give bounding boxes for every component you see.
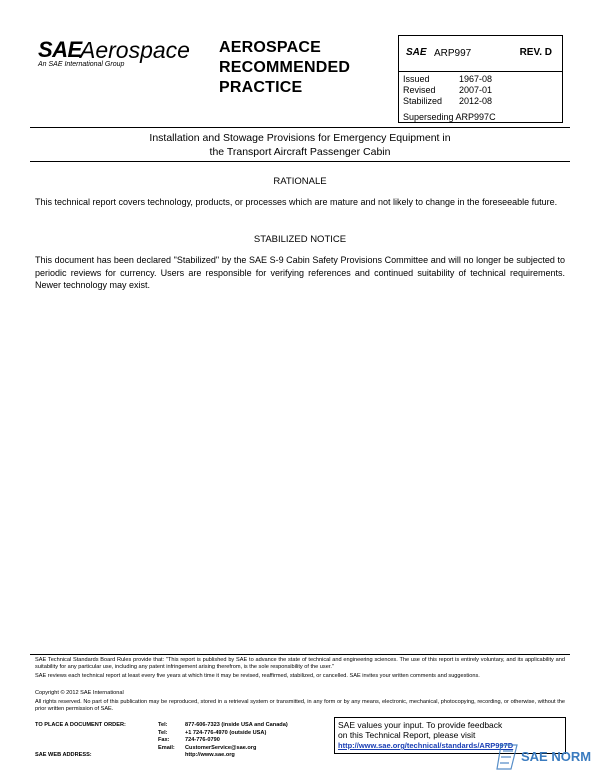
order-contact-table [35, 722, 288, 760]
box-divider [399, 71, 562, 72]
stabilized-paragraph: This document has been declared "Stabilized" by the SAE S-9 Cabin Safety Provisions Committee and will no longer be subjected to periodic reviews for currency. Users are responsible for verifying references and continued suitability of technical requirements. Newer technology may exist. [35, 255, 565, 290]
date-row-revised [403, 85, 492, 96]
contact-value: 877-606-7323 (inside USA and Canada) [185, 722, 288, 728]
stabilized-heading: STABILIZED NOTICE [253, 234, 347, 245]
aerospace-logo-text: Aerospace [80, 37, 190, 63]
footer-copyright: Copyright © 2012 SAE International [35, 690, 124, 696]
web-label: SAE WEB ADDRESS: [35, 752, 92, 758]
contact-value: 724-776-0790 [185, 737, 220, 743]
date-row-stabilized [403, 96, 492, 107]
superseding-note: Superseding ARP997C [403, 112, 496, 122]
document-title-line-2: the Transport Aircraft Passenger Cabin [209, 146, 391, 158]
contact-row [35, 722, 288, 730]
feedback-line-1: SAE values your input. To provide feedback [338, 720, 503, 730]
revision-label: REV. D [519, 47, 552, 58]
contact-row [35, 745, 288, 753]
sae-small-mark: SAE [406, 47, 427, 58]
date-label: Issued [403, 74, 430, 84]
document-info-box [398, 35, 563, 123]
rationale-heading: RATIONALE [273, 176, 327, 187]
title-line-2: RECOMMENDED [219, 59, 351, 76]
date-label: Stabilized [403, 96, 443, 106]
date-value: 1967-08 [459, 74, 493, 84]
feedback-link[interactable]: http://www.sae.org/technical/standards/ARP997D [338, 741, 514, 750]
date-value: 2007-01 [459, 85, 493, 95]
document-dates [403, 74, 492, 107]
contact-key: Tel: [158, 722, 168, 728]
title-line-3: PRACTICE [219, 79, 303, 96]
contact-value[interactable]: CustomerService@sae.org [185, 744, 257, 751]
contact-value: +1 724-776-4970 (outside USA) [185, 729, 267, 736]
sae-logo-mark: SAE [38, 37, 82, 62]
sae-norm-watermark [495, 741, 595, 773]
contact-row [35, 730, 288, 738]
feedback-line-2: on this Technical Report, please visit [338, 730, 476, 740]
web-row [35, 752, 288, 760]
footer-rights-text: All rights reserved. No part of this publication may be reproduced, stored in a retrieval system or transmitted, in any form or by any means, electronic, mechanical, photocopying, recording, or otherwise, without the prior written permission of SAE. [35, 699, 565, 712]
document-title [30, 127, 570, 162]
contact-key: Email: [158, 744, 175, 751]
contact-key: Tel: [158, 729, 168, 736]
date-row-issued [403, 74, 492, 85]
web-address[interactable]: http://www.sae.org [185, 752, 235, 758]
document-number: ARP997 [434, 48, 472, 59]
footer-review-text: SAE reviews each technical report at least every five years at which time it may be revised, reaffirmed, stabilized, or cancelled. SAE invites your written comments and suggestions. [35, 673, 480, 679]
footer-divider [30, 654, 570, 655]
date-value: 2012-08 [459, 96, 493, 106]
title-line-1: AEROSPACE [219, 39, 321, 56]
document-title-line-1: Installation and Stowage Provisions for Emergency Equipment in [149, 132, 451, 144]
contact-key: Fax: [158, 737, 170, 743]
footer-rules-text: SAE Technical Standards Board Rules provide that: "This report is published by SAE to advance the state of technical and engineering sciences. The use of this report is entirely voluntary, and its applicability and suitability for any particular use, including any patent infringement arising therefrom, is the sole responsibility of the user." [35, 657, 565, 670]
date-label: Revised [403, 85, 436, 95]
contact-row [35, 737, 288, 745]
order-label: TO PLACE A DOCUMENT ORDER: [35, 722, 126, 728]
watermark-text: SAE NORM [521, 749, 592, 764]
rationale-paragraph: This technical report covers technology, products, or processes which are mature and not likely to change in the foreseeable future. [35, 197, 558, 207]
logo-subtitle: An SAE International Group [38, 61, 125, 68]
document-type-title [219, 38, 389, 98]
